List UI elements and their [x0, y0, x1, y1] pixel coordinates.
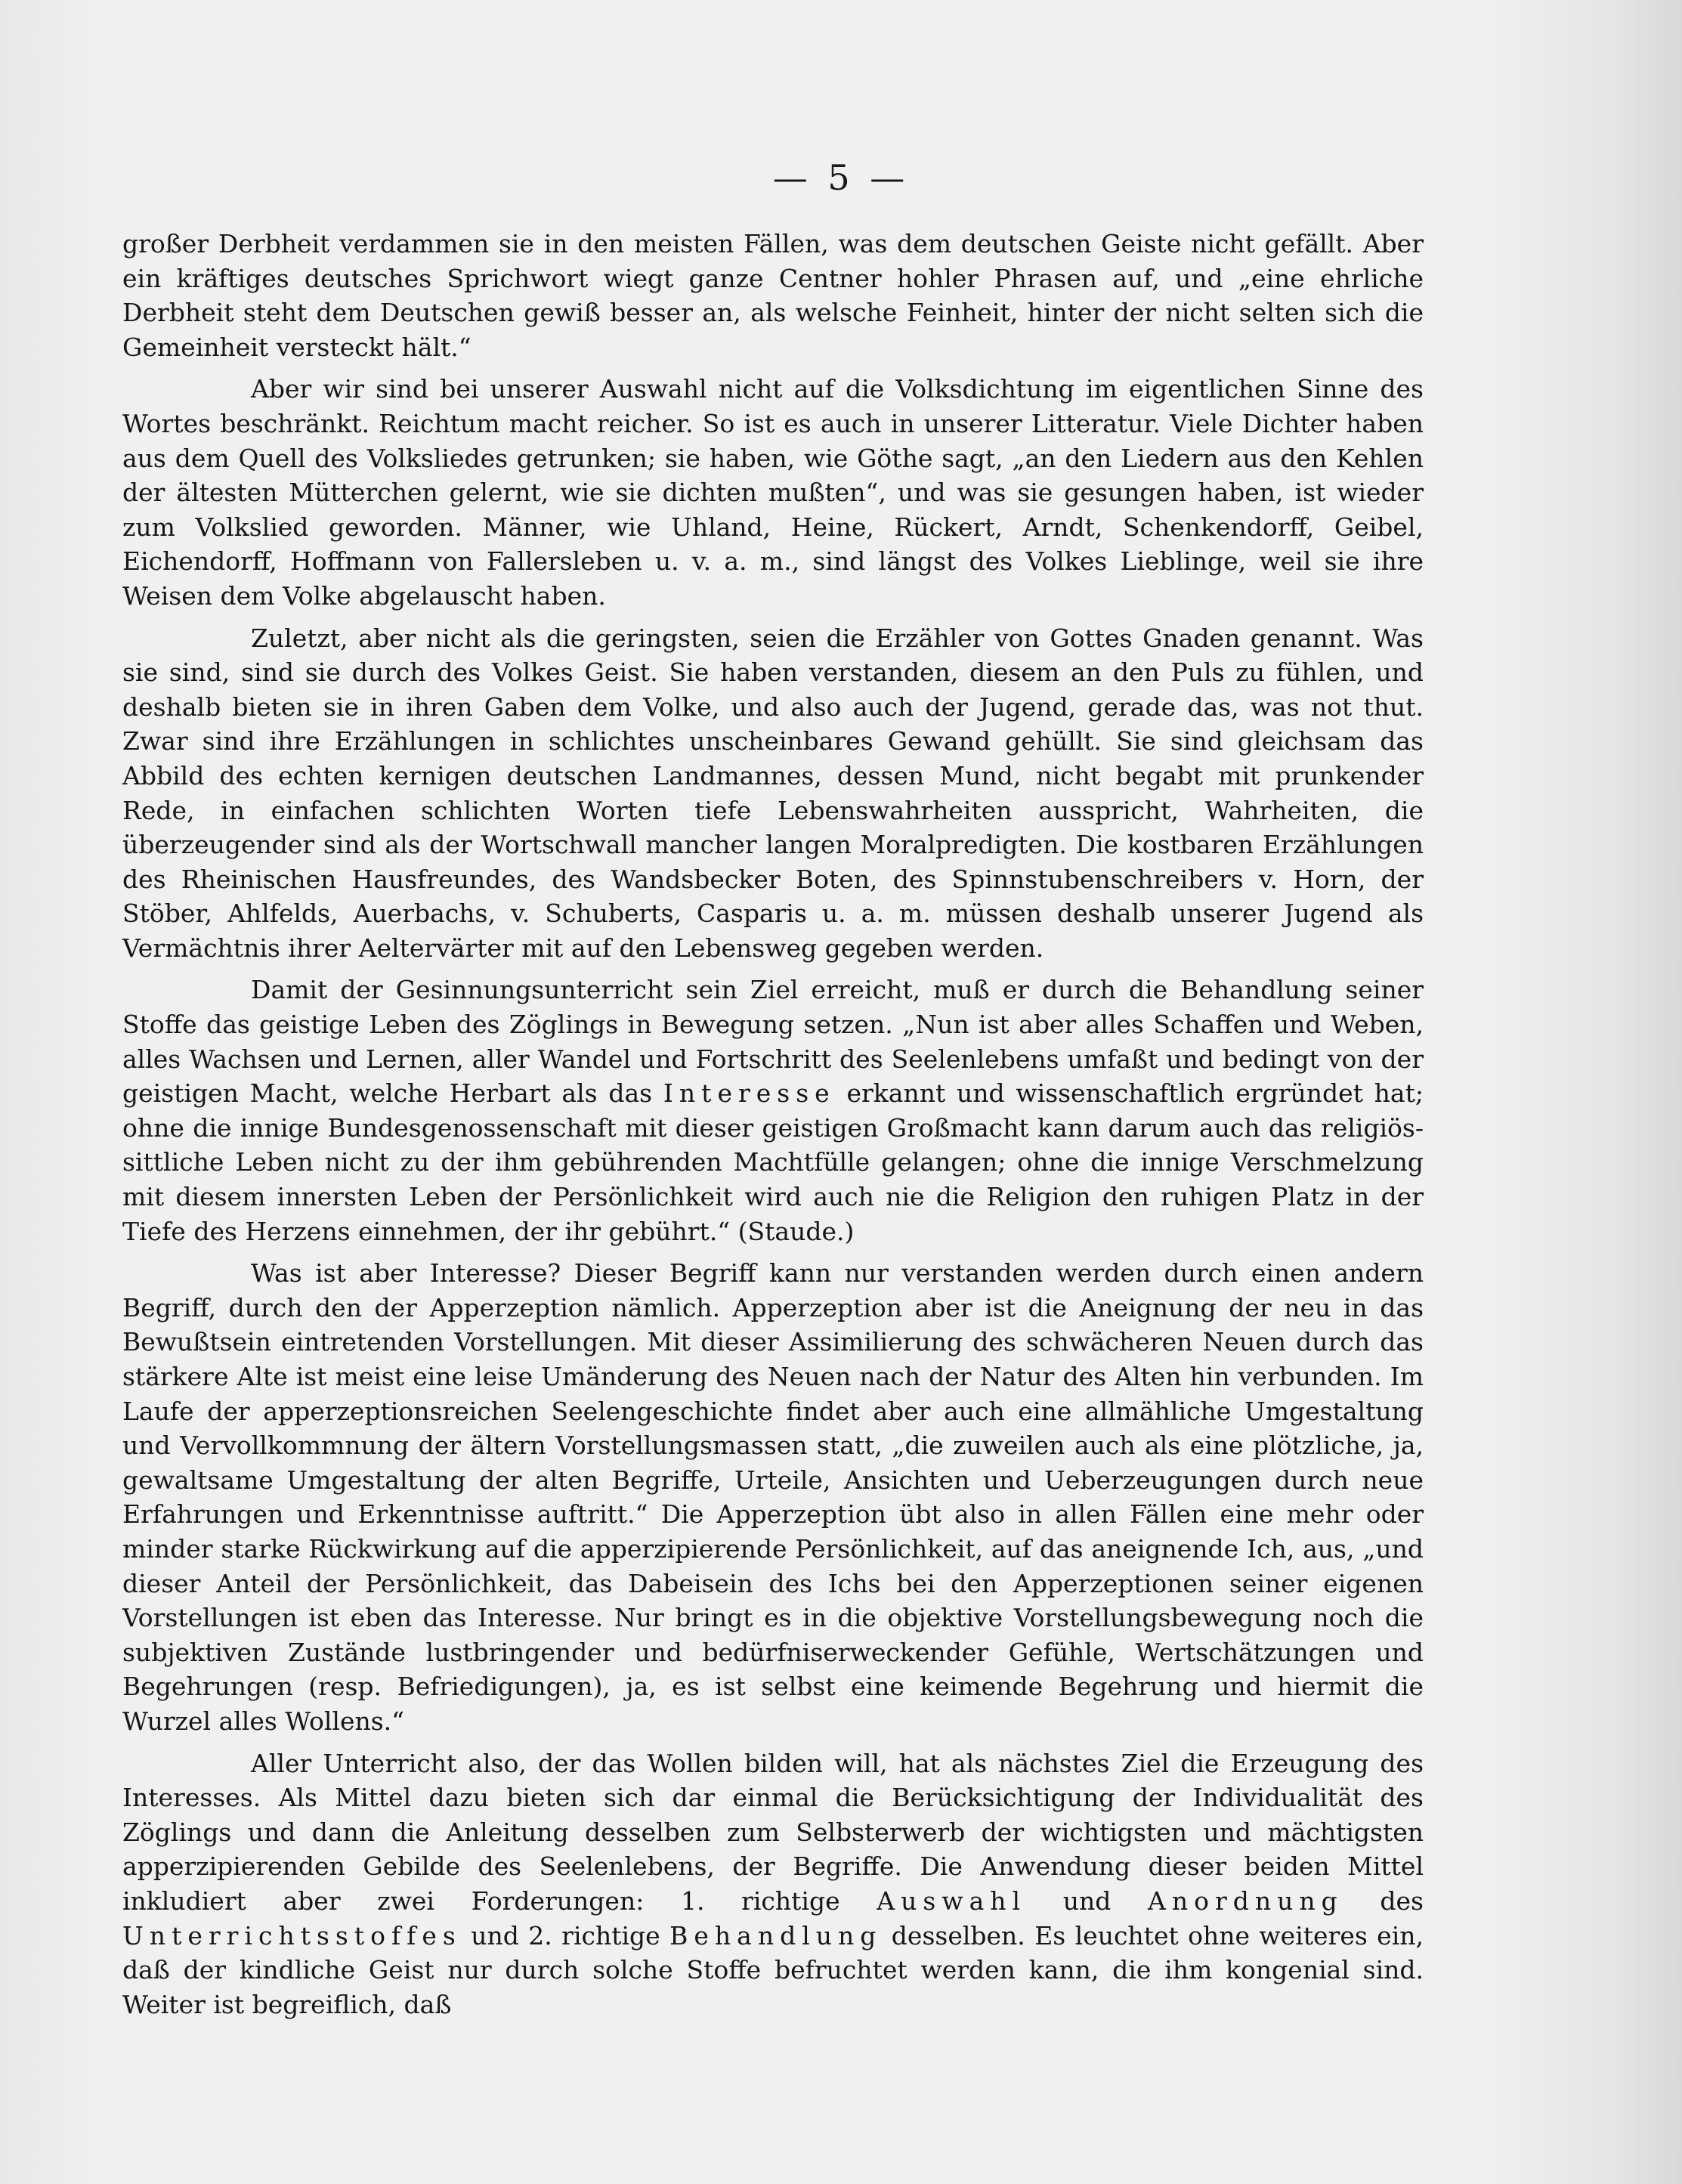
paragraph-4-text-before: Damit der Gesinnungsunterricht sein Ziel erreicht, muß er durch die Behandlung seiner Stoffe das geistige Leben des Zöglings in Bewegung setzen. „Nun ist aber alles Schaffen und Weben, alles Wachsen und Lernen, aller Wandel und Fortschritt des Seelenlebens umfaßt und bedingt von der geistigen Macht, welche Herbart als das — [122, 975, 1424, 1109]
paragraph-6-text-4: und 2. richtige — [471, 1920, 660, 1950]
paragraph-2: Aber wir sind bei unserer Auswahl nicht auf die Volksdichtung im eigentlichen Sinne des Wortes beschränkt. Reichtum macht reicher. So ist es auch in unserer Litteratur. Viele Dichter haben aus dem Quell des Volksliedes getrunken; sie haben, wie Göthe sagt, „an den Liedern aus den Kehlen der ältesten Mütterchen gelernt, wie sie dichten mußten“, und was sie gesungen haben, ist wieder zum Volkslied geworden. Männer, wie Uhland, Heine, Rückert, Arndt, Schenkendorff, Geibel, Eichendorff, Hoffmann von Fallersleben u. v. a. m., sind längst des Volkes Lieblinge, weil sie ihre Weisen dem Volke abgelauscht haben. — [122, 374, 1424, 611]
paragraph-3: Zuletzt, aber nicht als die geringsten, seien die Erzähler von Gottes Gnaden genannt. Was sie sind, sind sie durch des Volkes Geist. Sie haben verstanden, diesem an den Puls zu fühlen, und deshalb bieten sie in ihren Gaben dem Volke, und also auch der Jugend, gerade das, was not thut. Zwar sind ihre Erzählungen in schlichtes unscheinbares Gewand gehüllt. Sie sind gleichsam das Abbild des echten kernigen deutschen Landmannes, dessen Mund, nicht begabt mit prunkender Rede, in einfachen schlichten Worten tiefe Lebenswahrheiten ausspricht, Wahrheiten, die überzeugender sind als der Wortschwall mancher langen Moralpredigten. Die kostbaren Erzählungen des Rheinischen Hausfreundes, des Wandsbecker Boten, des Spinnstubenschreibers v. Horn, der Stöber, Ahlfelds, Auerbachs, v. Schuberts, Casparis u. a. m. müssen deshalb unserer Jugend als Vermächtnis ihrer Aeltervärter mit auf den Lebensweg gegeben werden. — [122, 623, 1424, 963]
paragraph-6-text-2: und — [1062, 1885, 1112, 1916]
paragraph-6 — [122, 1746, 1424, 2022]
paragraph-6-text-1: Aller Unterricht also, der das Wollen bilden will, hat als nächstes Ziel die Erzeugung des Interesses. Als Mittel dazu bieten sich dar einmal die Berücksichtigung der Individualität des Zöglings und dann die Anleitung desselben zum Selbsterwerb der wichtigsten und mächtigsten apperzipierenden Gebilde des Seelenlebens, der Begriffe. Die Anwendung dieser beiden Mittel inkludiert aber zwei Forderungen: 1. richtige — [122, 1748, 1424, 1916]
emphasized-term-interesse: Interesse — [663, 1078, 836, 1109]
paragraph-6-text-3: des — [1380, 1885, 1424, 1916]
paragraph-4 — [122, 973, 1424, 1248]
paragraph-6-text-5: desselben. Es leuchtet ohne weiteres ein, daß der kindliche Geist nur durch solche Stoffe befruchtet werden kann, die ihm kongenial sind. Weiter ist begreiflich, daß — [122, 1920, 1424, 2019]
page-number: — 5 — — [772, 157, 910, 198]
body-text — [122, 227, 1424, 2022]
paragraph-1: großer Derbheit verdammen sie in den meisten Fällen, was dem deutschen Geiste nicht gefällt. Aber ein kräftiges deutsches Sprichwort wiegt ganze Centner hohler Phrasen auf, und „eine ehrliche Derbheit steht dem Deutschen gewiß besser an, als welsche Feinheit, hinter der nicht selten sich die Gemeinheit versteckt hält.“ — [122, 229, 1424, 362]
emphasized-term-auswahl: Auswahl — [877, 1885, 1027, 1916]
emphasized-term-anordnung: Anordnung — [1148, 1885, 1343, 1916]
paragraph-5: Was ist aber Interesse? Dieser Begriff kann nur verstanden werden durch einen andern Begriff, durch den der Apperzeption nämlich. Apperzeption aber ist die Aneignung der neu in das Bewußtsein eintretenden Vorstellungen. Mit dieser Assimilierung des schwächeren Neuen durch das stärkere Alte ist meist eine leise Umänderung des Neuen nach der Natur des Alten hin verbunden. Im Laufe der apperzeptionsreichen Seelengeschichte findet aber auch eine allmähliche Umgestaltung und Vervollkommnung der ältern Vorstellungsmassen statt, „die zuweilen auch als eine plötzliche, ja, gewaltsame Umgestaltung der alten Begriffe, Urteile, Ansichten und Ueberzeugungen durch neue Erfahrungen und Erkenntnisse auftritt.“ Die Apperzeption übt also in allen Fällen eine mehr oder minder starke Rückwirkung auf die apperzipierende Persönlichkeit, auf das aneignende Ich, aus, „und dieser Anteil der Persönlichkeit, das Dabeisein des Ichs bei den Apperzeptionen seiner eigenen Vorstellungen ist eben das Interesse. Nur bringt es in die objektive Vorstellungsbewegung noch die subjektiven Zustände lustbringender und bedürfniserweckender Gefühle, Wertschätzungen und Begehrungen (resp. Befriedigungen), ja, es ist selbst eine keimende Begehrung und hiermit die Wurzel alles Wollens.“ — [122, 1258, 1424, 1736]
emphasized-term-unterrichtsstoffes: Unterrichtsstoffes — [122, 1920, 462, 1950]
paragraph-4-text-after: erkannt und wissenschaftlich ergründet hat; ohne die innige Bundesgenossenschaft mit dieser geistigen Großmacht kann darum auch das religiös-sittliche Leben nicht zu der ihm gebührenden Machtfülle gelangen; ohne die innige Verschmelzung mit diesem innersten Leben der Persönlichkeit wird auch nie die Religion den ruhigen Platz in der Tiefe des Herzens einnehmen, der ihr gebührt.“ (Staude.) — [122, 1078, 1424, 1246]
emphasized-term-behandlung: Behandlung — [669, 1920, 883, 1950]
